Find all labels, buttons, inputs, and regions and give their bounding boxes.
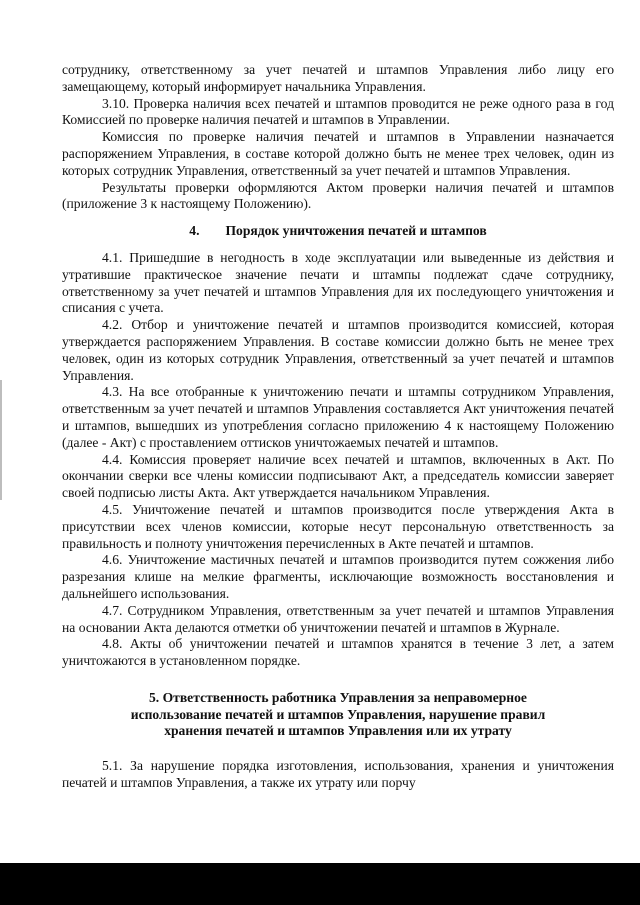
paragraph-continuation: сотруднику, ответственному за учет печатей и штампов Управления либо лицу его замещающему, который информирует начальника Управления. (62, 62, 614, 94)
scan-bottom-border (0, 863, 640, 905)
paragraph-results: Результаты проверки оформляются Актом проверки наличия печатей и штампов (приложение 3 к настоящему Положению). (62, 179, 614, 212)
item-4-3: 4.3. На все отобранные к уничтожению печати и штампы сотрудником Управления, ответственным за учет печатей и штампов Управления составляется Акт уничтожения печатей и штампов, вышедших из употребления согласно приложению 4 к настоящему Положению (далее - Акт) с проставлением оттисков уничтожаемых печатей и штампов. (62, 384, 614, 450)
paragraph-3-10: 3.10. Проверка наличия всех печатей и штампов проводится не реже одного раза в год Комиссией по проверке наличия печатей и штампов в Управлении. (62, 95, 614, 128)
section-4-heading (62, 223, 614, 240)
item-5-1: 5.1. За нарушение порядка изготовления, использования, хранения и уничтожения печатей и штампов Управления, а также их утрату или порчу (62, 758, 614, 791)
section-5-title-line-2: использование печатей и штампов Управления, нарушение правил (130, 706, 546, 722)
paragraph-commission: Комиссия по проверке наличия печатей и штампов в Управлении назначается распоряжением Управления, в составе которой должно быть не менее трех человек, один из которых сотрудник Управления, ответственный за учет печатей и штампов Управления. (62, 129, 614, 178)
item-4-4: 4.4. Комиссия проверяет наличие всех печатей и штампов, включенных в Акт. По окончании сверки все члены комиссии подписывают Акт, а председатель комиссии заверяет своей подписью листы Акта. Акт утверждается начальником Управления. (62, 451, 614, 501)
document-page (62, 62, 614, 792)
item-4-8: 4.8. Акты об уничтожении печатей и штампов хранятся в течение 3 лет, а затем уничтожаются в установленном порядке. (62, 636, 614, 669)
section-5-title-line-3: хранения печатей и штампов Управления или их утрату (164, 723, 512, 739)
item-4-5: 4.5. Уничтожение печатей и штампов производится после утверждения Акта в присутствии всех членов комиссии, которые несут персональную ответственность за правильность и полноту уничтожения перечисленных в Акте печатей и штампов. (62, 501, 614, 551)
item-4-1: 4.1. Пришедшие в негодность в ходе эксплуатации или выведенные из действия и утратившие практическое значение печати и штампы подлежат сдаче сотруднику, ответственному за учет печатей и штампов Управления для их последующего уничтожения и списания с учета. (62, 249, 614, 316)
section-5-title-line-1: 5. Ответственность работника Управления за неправомерное (149, 689, 527, 705)
section-5-heading (62, 690, 614, 740)
section-4-number: 4. (189, 223, 200, 239)
item-4-2: 4.2. Отбор и уничтожение печатей и штампов производится комиссией, которая утверждается распоряжением Управления. В составе комиссии должно быть не менее трех человек, один из которых сотрудник Управления, ответственный за учет печатей и штампов Управления. (62, 317, 614, 383)
section-4-title: Порядок уничтожения печатей и штампов (225, 223, 487, 239)
scan-edge-mark (0, 380, 2, 500)
item-4-7: 4.7. Сотрудником Управления, ответственным за учет печатей и штампов Управления на основании Акта делаются отметки об уничтожении печатей и штампов в Журнале. (62, 602, 614, 635)
item-4-6: 4.6. Уничтожение мастичных печатей и штампов производится путем сожжения либо разрезания клише на мелкие фрагменты, исключающие возможность восстановления и дальнейшего использования. (62, 552, 614, 601)
